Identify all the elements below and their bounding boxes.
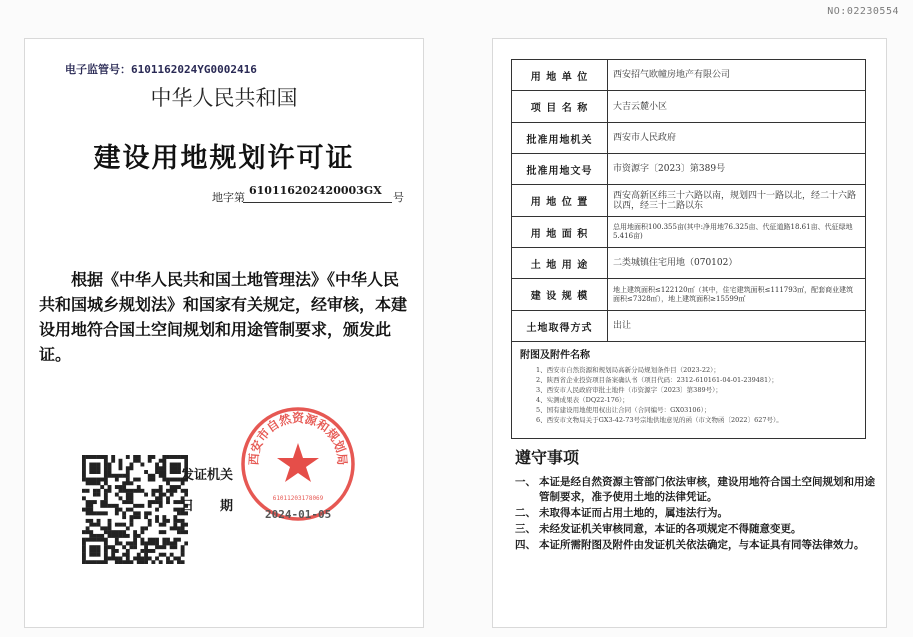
dizi-suffix: 号 <box>393 191 404 204</box>
attachments-row <box>512 342 865 438</box>
row-label: 土 地 用 途 <box>512 248 608 278</box>
rule-item <box>515 522 875 537</box>
rules-title: 遵守事项 <box>515 448 580 467</box>
dizi-label: 地字第 <box>212 191 245 204</box>
qr-code <box>82 455 188 564</box>
issue-date: 2024-01-05 <box>265 508 332 521</box>
certificate-title: 建设用地规划许可证 <box>93 143 355 174</box>
seal-text: 西安市自然资源和规划局 <box>246 411 350 466</box>
rule-text: 本证所需附图及附件由发证机关依法确定，与本证具有同等法律效力。 <box>539 539 865 551</box>
issuer-label: 发证机关 <box>181 468 234 483</box>
attachment-item: 6、西安市文物局关于GX3-42-73号宗地供地意见的函（市文物函〔2022〕627号）。 <box>536 416 783 424</box>
certificate-body-text: 根据《中华人民共和国土地管理法》《中华人民共和国城乡规划法》和国家有关规定，经审核，本建设用地符合国土空间规划和用途管制要求，颁发此证。 <box>39 270 408 364</box>
attachment-item: 3、西安市人民政府审批土地件（市资源字〔2023〕第389号）； <box>536 386 722 394</box>
attachment-item: 4、实测成果表（DQ22-176）； <box>536 396 629 404</box>
table-row <box>512 248 865 279</box>
table-row <box>512 91 865 123</box>
row-value: 地上建筑面积≤122120㎡（其中，住宅建筑面积≤111793㎡，配套商业建筑面积≤7328㎡），地上建筑面积≥15599㎡ <box>613 285 854 303</box>
row-value: 总用地面积100.355亩(其中:净用地76.325亩、代征道路18.61亩、代征绿地5.416亩) <box>613 223 853 240</box>
rule-item <box>515 475 875 505</box>
table-row <box>512 123 865 154</box>
land-info-table <box>511 59 866 439</box>
rule-number: 四、 <box>515 539 536 551</box>
country-name: 中华人民共和国 <box>150 86 298 110</box>
attachments-title: 附图及附件名称 <box>520 350 590 361</box>
attachment-item: 5、国有建设用地使用权出让合同（合同编号：GX03106）； <box>536 406 711 414</box>
dizi-underline <box>243 202 392 203</box>
seal-code: 61011203178069 <box>272 495 324 502</box>
table-row <box>512 217 865 248</box>
dizi-number: 610116202420003GX <box>249 184 382 197</box>
rules-list <box>515 475 875 554</box>
row-label: 项 目 名 称 <box>512 91 608 122</box>
row-label: 用 地 位 置 <box>512 185 608 216</box>
serial-number: NO:02230554 <box>827 6 899 17</box>
row-label: 用 地 单 位 <box>512 60 608 90</box>
rule-number: 二、 <box>515 507 536 519</box>
e-supervision-number: 电子监管号：6101162024YG0002416 <box>65 63 257 76</box>
attachment-item: 2、陕西省企业投资项目备案确认书（项目代码：2312-610161-04-01-239481）； <box>536 376 778 384</box>
rule-text: 本证是经自然资源主管部门依法审核，建设用地符合国土空间规划和用途管制要求，准予使用土地的法律凭证。 <box>539 476 875 503</box>
date-label: 日 期 <box>181 499 234 514</box>
permit-front-page <box>24 38 424 628</box>
rule-text: 未经发证机关审核同意，本证的各项规定不得随意变更。 <box>539 523 802 535</box>
row-value: 西安市人民政府 <box>613 133 677 143</box>
table-row <box>512 154 865 185</box>
row-value: 二类城镇住宅用地（070102） <box>613 258 738 268</box>
table-row <box>512 311 865 342</box>
row-value: 出让 <box>613 321 632 331</box>
table-row <box>512 60 865 91</box>
row-label: 建 设 规 模 <box>512 279 608 310</box>
rule-number: 一、 <box>515 476 536 488</box>
table-row <box>512 185 865 217</box>
row-value: 西安高新区纬三十六路以南，规划四十一路以北，经二十六路以西，经三十二路以东 <box>613 190 857 211</box>
rule-item <box>515 538 875 553</box>
table-row <box>512 279 865 311</box>
row-label: 批准用地机关 <box>512 123 608 153</box>
row-value: 大吉云麓小区 <box>613 101 668 112</box>
permit-back-page <box>492 38 887 628</box>
row-label: 用 地 面 积 <box>512 217 608 247</box>
attachment-item: 1、西安市自然资源和规划局高新分局规划条件目（2023-22）； <box>536 366 720 374</box>
official-seal-icon <box>239 405 357 523</box>
row-value: 市资源字〔2023〕第389号 <box>613 164 726 174</box>
row-label: 批准用地文号 <box>512 154 608 184</box>
row-label: 土地取得方式 <box>512 311 608 341</box>
row-value: 西安招气欧幢房地产有限公司 <box>613 70 731 80</box>
rule-text: 未取得本证而占用土地的，属违法行为。 <box>539 507 728 519</box>
rule-number: 三、 <box>515 523 536 535</box>
rule-item <box>515 506 875 521</box>
